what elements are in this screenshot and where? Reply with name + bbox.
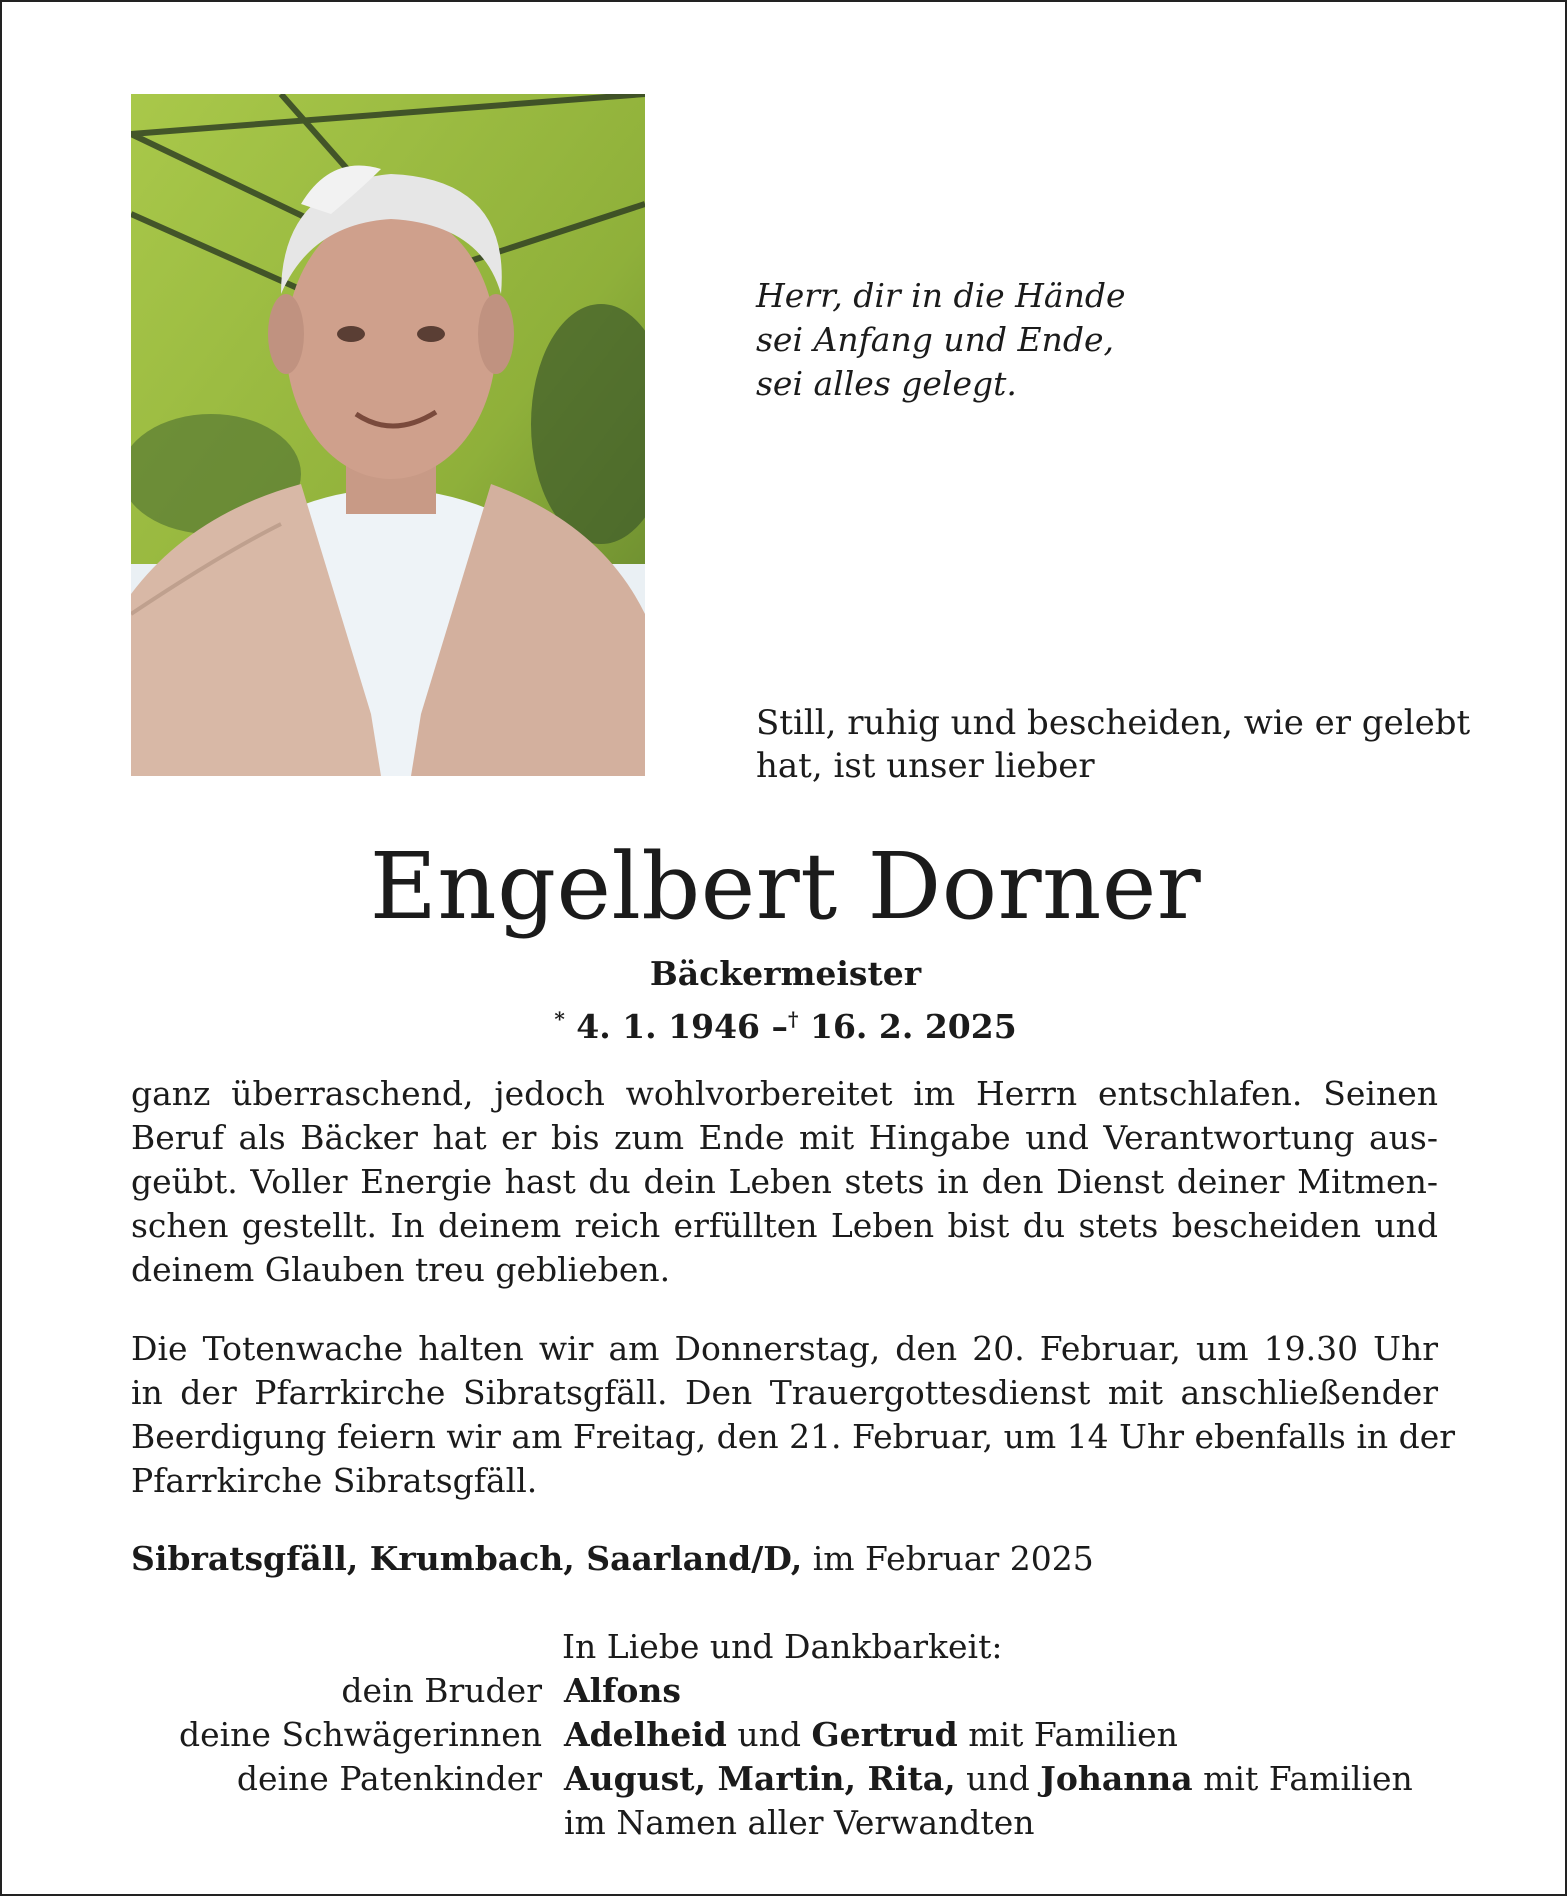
mourner-name: Alfons (564, 1671, 681, 1710)
relation-label: deine Schwägerinnen (178, 1715, 542, 1754)
mourner-names (564, 1669, 681, 1713)
paragraph-line: Pfarrkirche Sibratsgfäll. (131, 1461, 538, 1500)
birth-date: 4. 1. 1946 (576, 1007, 761, 1046)
birth-mark: * (554, 1007, 565, 1031)
verse (756, 274, 1126, 406)
mourner-name: Johanna (1040, 1759, 1193, 1798)
verse-line: Herr, dir in die Hände (756, 276, 1126, 315)
paragraph-line: in der Pfarrkirche Sibratsgfäll. Den Trauergottesdienst mit anschließender (131, 1373, 1438, 1412)
paragraph-line: geübt. Voller Energie hast du dein Leben stets in den Dienst deiner Mitmen- (131, 1162, 1438, 1201)
intro-line: Still, ruhig und bescheiden, wie er gelebt (756, 703, 1471, 743)
publication-date: im Februar 2025 (812, 1539, 1094, 1578)
mourner-row-brother (2, 1669, 1567, 1713)
mourner-names (564, 1757, 1413, 1801)
mourner-name: Adelheid (564, 1715, 727, 1754)
portrait-photo-icon (131, 94, 645, 776)
paragraph-line: deinem Glauben treu geblieben. (131, 1250, 671, 1289)
family-suffix: mit Familien (968, 1715, 1178, 1754)
mourner-name: Gertrud (811, 1715, 958, 1754)
portrait-photo (131, 94, 645, 776)
conjunction: und (966, 1759, 1030, 1798)
places: Sibratsgfäll, Krumbach, Saarland/D, (131, 1539, 803, 1578)
paragraph-line: Die Totenwache halten wir am Donnerstag, den 20. Februar, um 19.30 Uhr (131, 1329, 1438, 1368)
obituary-paragraph-2 (131, 1327, 1456, 1503)
relation-label: deine Patenkinder (236, 1759, 542, 1798)
date-separator: – (771, 1007, 789, 1046)
mourner-names (564, 1713, 1178, 1757)
intro-line: hat, ist unser lieber (756, 746, 1095, 786)
obituary-paragraph-1 (131, 1072, 1438, 1292)
verse-line: sei alles gelegt. (756, 364, 1017, 403)
mourner-row-closing (2, 1801, 1567, 1845)
paragraph-line: schen gestellt. In deinem reich erfüllten Leben bist du stets bescheiden und (131, 1206, 1438, 1245)
conjunction: und (737, 1715, 801, 1754)
intro-text (756, 702, 1470, 788)
mourner-name: August, Martin, Rita, (564, 1759, 956, 1798)
relation-label: dein Bruder (341, 1671, 542, 1710)
family-suffix: mit Familien (1203, 1759, 1413, 1798)
mourner-row-godchildren (2, 1757, 1567, 1801)
closing-line: im Namen aller Verwandten (564, 1803, 1035, 1842)
life-dates (2, 997, 1567, 1049)
verse-line: sei Anfang und Ende, (756, 320, 1114, 359)
paragraph-line: ganz überraschend, jedoch wohlvorbereitet im Herrn entschlafen. Seinen (131, 1074, 1438, 1113)
death-mark: † (788, 1007, 799, 1031)
place-and-date (131, 1537, 1094, 1581)
paragraph-line: Beruf als Bäcker hat er bis zum Ende mit Hingabe und Verantwortung aus- (131, 1118, 1438, 1157)
profession: Bäckermeister (649, 954, 922, 993)
thanks-line: In Liebe und Dankbarkeit: (562, 1627, 1003, 1666)
mourner-row-sisters-in-law (2, 1713, 1567, 1757)
paragraph-line: Beerdigung feiern wir am Freitag, den 21. Februar, um 14 Uhr ebenfalls in der (131, 1417, 1456, 1456)
deceased-name: Engelbert Dorner (369, 833, 1202, 940)
death-date: 16. 2. 2025 (809, 1007, 1017, 1046)
